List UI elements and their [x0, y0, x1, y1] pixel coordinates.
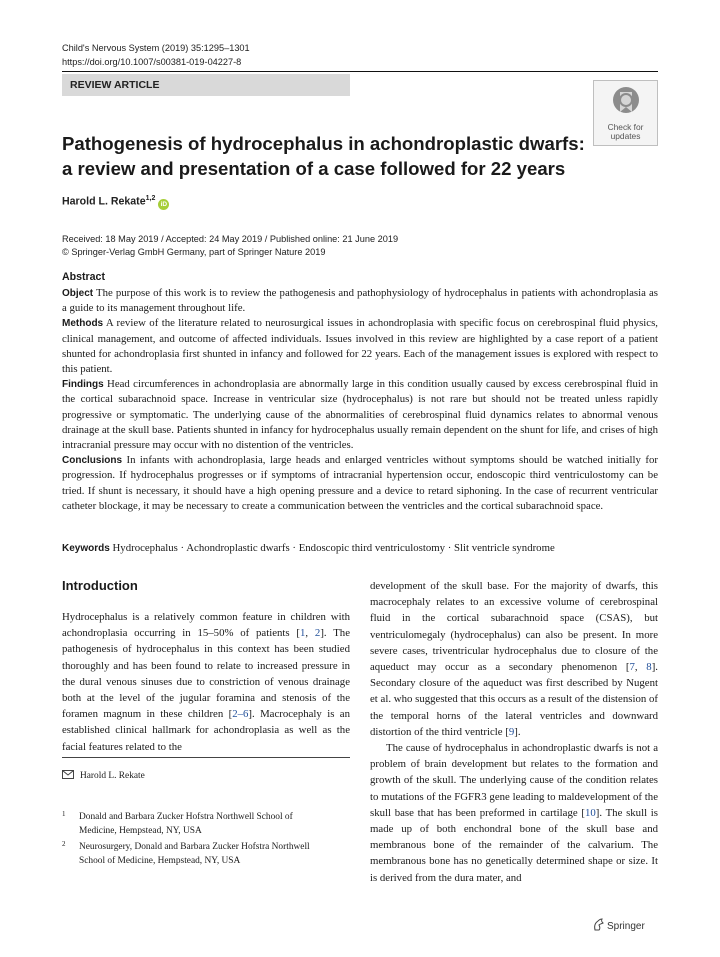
- article-title: [62, 131, 592, 181]
- author-name[interactable]: Harold L. Rekate: [62, 195, 146, 208]
- text-span: development of the skull base. For the majority of dwarfs, this macrocephaly relates to an excessive volume of cerebrospinal fluid in the cortical subarachnoid space (CSAS), but ventriculomegaly (hydrocephalus) can also be present. In more severe cases, triventricular hydrocephalus due to closure of the aqueduct may occur as a secondary phenomenon [: [370, 580, 658, 674]
- keywords-label: Keywords: [62, 543, 110, 554]
- journal-header: [62, 42, 250, 69]
- abstract-heading: Abstract: [62, 271, 105, 283]
- title-line-2: a review and presentation of a case followed for 22 years: [62, 158, 566, 179]
- text-span: ]. Macrocephaly is an established clinical hallmark for achondroplasia as well as the facial features related to the: [62, 708, 350, 753]
- author-affiliations: 1,2: [145, 195, 156, 202]
- affiliation-text: Neurosurgery, Donald and Barbara Zucker Hofstra Northwell School of Medicine, Hempstead, NY, USA: [79, 842, 310, 866]
- corresponding-author-name: Harold L. Rekate: [80, 771, 145, 781]
- history-dates: Received: 18 May 2019 / Accepted: 24 May 2019 / Published online: 21 June 2019: [62, 234, 399, 244]
- affiliation-text: Donald and Barbara Zucker Hofstra Northwell School of Medicine, Hempstead, NY, USA: [79, 812, 293, 836]
- intro-paragraph-1: [62, 609, 350, 755]
- doi-link[interactable]: https://doi.org/10.1007/s00381-019-04227-8: [62, 56, 242, 67]
- footnote-rule: [62, 757, 350, 758]
- conclusions-label: Conclusions: [62, 455, 123, 467]
- citation-link[interactable]: 2: [314, 627, 321, 640]
- findings-label: Findings: [62, 379, 104, 391]
- publication-dates: [62, 233, 398, 259]
- journal-citation: Child's Nervous System (2019) 35:1295–1301: [62, 43, 250, 53]
- abstract-findings: [62, 377, 658, 453]
- affiliation-number: 2: [62, 840, 66, 848]
- citation-link[interactable]: 8: [646, 661, 652, 674]
- citation-link[interactable]: 10: [584, 806, 596, 819]
- citation-link[interactable]: 2–6: [232, 708, 249, 721]
- publisher-name: Springer: [607, 921, 645, 932]
- conclusions-text: In infants with achondroplasia, large heads and enlarged ventricles without symptoms should be watched initially for progression. If hydrocephalus progresses or if symptoms of intracranial hypertension occur, endoscopic third ventriculostomy can be tried. If shunt is necessary, it should have a high opening pressure and a device to retard siphoning. In the case of recurrent ventricular catheter blockage, it may be necessary to create a communication between the ventricles and the cortical subarachnoid space.: [62, 454, 658, 512]
- check-for-updates-badge[interactable]: [593, 80, 658, 146]
- text-span: ,: [634, 661, 647, 674]
- title-line-1: Pathogenesis of hydrocephalus in achondroplastic dwarfs:: [62, 133, 585, 154]
- citation-link[interactable]: 7: [629, 661, 635, 674]
- envelope-icon[interactable]: [62, 770, 74, 779]
- keywords-line: [62, 542, 658, 554]
- orcid-icon[interactable]: iD: [158, 199, 169, 210]
- citation-link[interactable]: 9: [508, 725, 515, 738]
- intro-paragraph-2: [370, 740, 658, 886]
- object-label: Object: [62, 288, 94, 299]
- abstract-body: [62, 286, 658, 514]
- citation-link[interactable]: 1: [300, 627, 306, 640]
- text-span: The cause of hydrocephalus in achondroplastic dwarfs is not a problem of brain development but relates to the formation and growth of the skull. The underlying cause of the condition relates to mutations of the FGFR3 gene leading to maldevelopment of the skull base that has been preformed in cartilage [: [370, 742, 658, 819]
- left-column: [62, 609, 350, 755]
- methods-text: A review of the literature related to neurosurgical issues in achondroplasia with specific focus on cerebrospinal fluid physics, clinical management, and outcome of affected individuals. Issues involved in this review are highlighted by a case report of a patient shunted for achondroplasia first shunted in infancy and followed for 22 years. Each of the management issues is explored with respect to this patient.: [62, 317, 658, 376]
- intro-paragraph-continued: [370, 578, 658, 740]
- springer-horse-icon: [592, 918, 604, 931]
- right-column: [370, 578, 658, 886]
- text-span: Hydrocephalus is a relatively common feature in children with achondroplasia occurring in 15–50% of patients [: [62, 611, 350, 640]
- publisher-footer: [592, 918, 645, 932]
- bookmark-icon: [611, 86, 641, 118]
- copyright-line: © Springer-Verlag GmbH Germany, part of Springer Nature 2019: [62, 247, 326, 257]
- abstract-methods: [62, 316, 658, 377]
- badge-line-1: Check for: [607, 122, 644, 132]
- abstract-conclusions: [62, 453, 658, 514]
- text-span: ].: [514, 725, 521, 738]
- text-span: ]. Secondary closure of the aqueduct was first described by Nugent et al. who suggested that this occurs as a result of the distension of the temporal horns of the lateral ventricles and downward distortion of the third ventricle [: [370, 661, 658, 738]
- text-span: ]. The skull is made up of both enchondral bone of the skull base and membranous bone of the remainder of the calvarium. The membranous bone has no genetically determined shape or size. It is derived from the dura mater, and: [370, 806, 658, 884]
- introduction-heading: Introduction: [62, 578, 138, 593]
- findings-text: Head circumferences in achondroplasia are abnormally large in this condition usually caused by excess cerebrospinal fluid in the cortical subarachnoid space. Increase in ventricular size (hydrocephalus) is not rare but should not be treated unless rapidly progressive or symptomatic. The underlying cause of the abnormalities of cerebrospinal fluid dynamics relates to abnormal venous drainage at the skull base. Patients shunted in infancy for hydrocephalus usually remain dependent on the shunt for life, and crises of high intracranial pressure may occur with no distention of the ventricles.: [62, 378, 659, 452]
- header-rule: [62, 71, 658, 72]
- keywords-text: Hydrocephalus · Achondroplastic dwarfs · Endoscopic third ventriculostomy · Slit ventricle syndrome: [112, 542, 555, 554]
- affiliation-number: 1: [62, 810, 66, 818]
- abstract-object: [62, 286, 658, 316]
- methods-label: Methods: [62, 318, 104, 330]
- badge-line-2: updates: [610, 131, 641, 141]
- corresponding-author: [62, 770, 145, 781]
- text-span: ]. The pathogenesis of hydrocephalus in this context has been studied thoroughly and has been found to relate to increased pressure in the dural venous sinuses due to constriction of venous drainage both at the level of the jugular foramina and stenosis of the foramen magnum in these children [: [62, 627, 351, 721]
- author-line: [62, 195, 169, 210]
- object-text: The purpose of this work is to review the pathogenesis and pathophysiology of hydrocephalus in patients with achondroplasia as a guide to its management throughout life.: [62, 287, 658, 315]
- article-type-bar: REVIEW ARTICLE: [62, 74, 350, 96]
- text-span: ,: [305, 627, 315, 640]
